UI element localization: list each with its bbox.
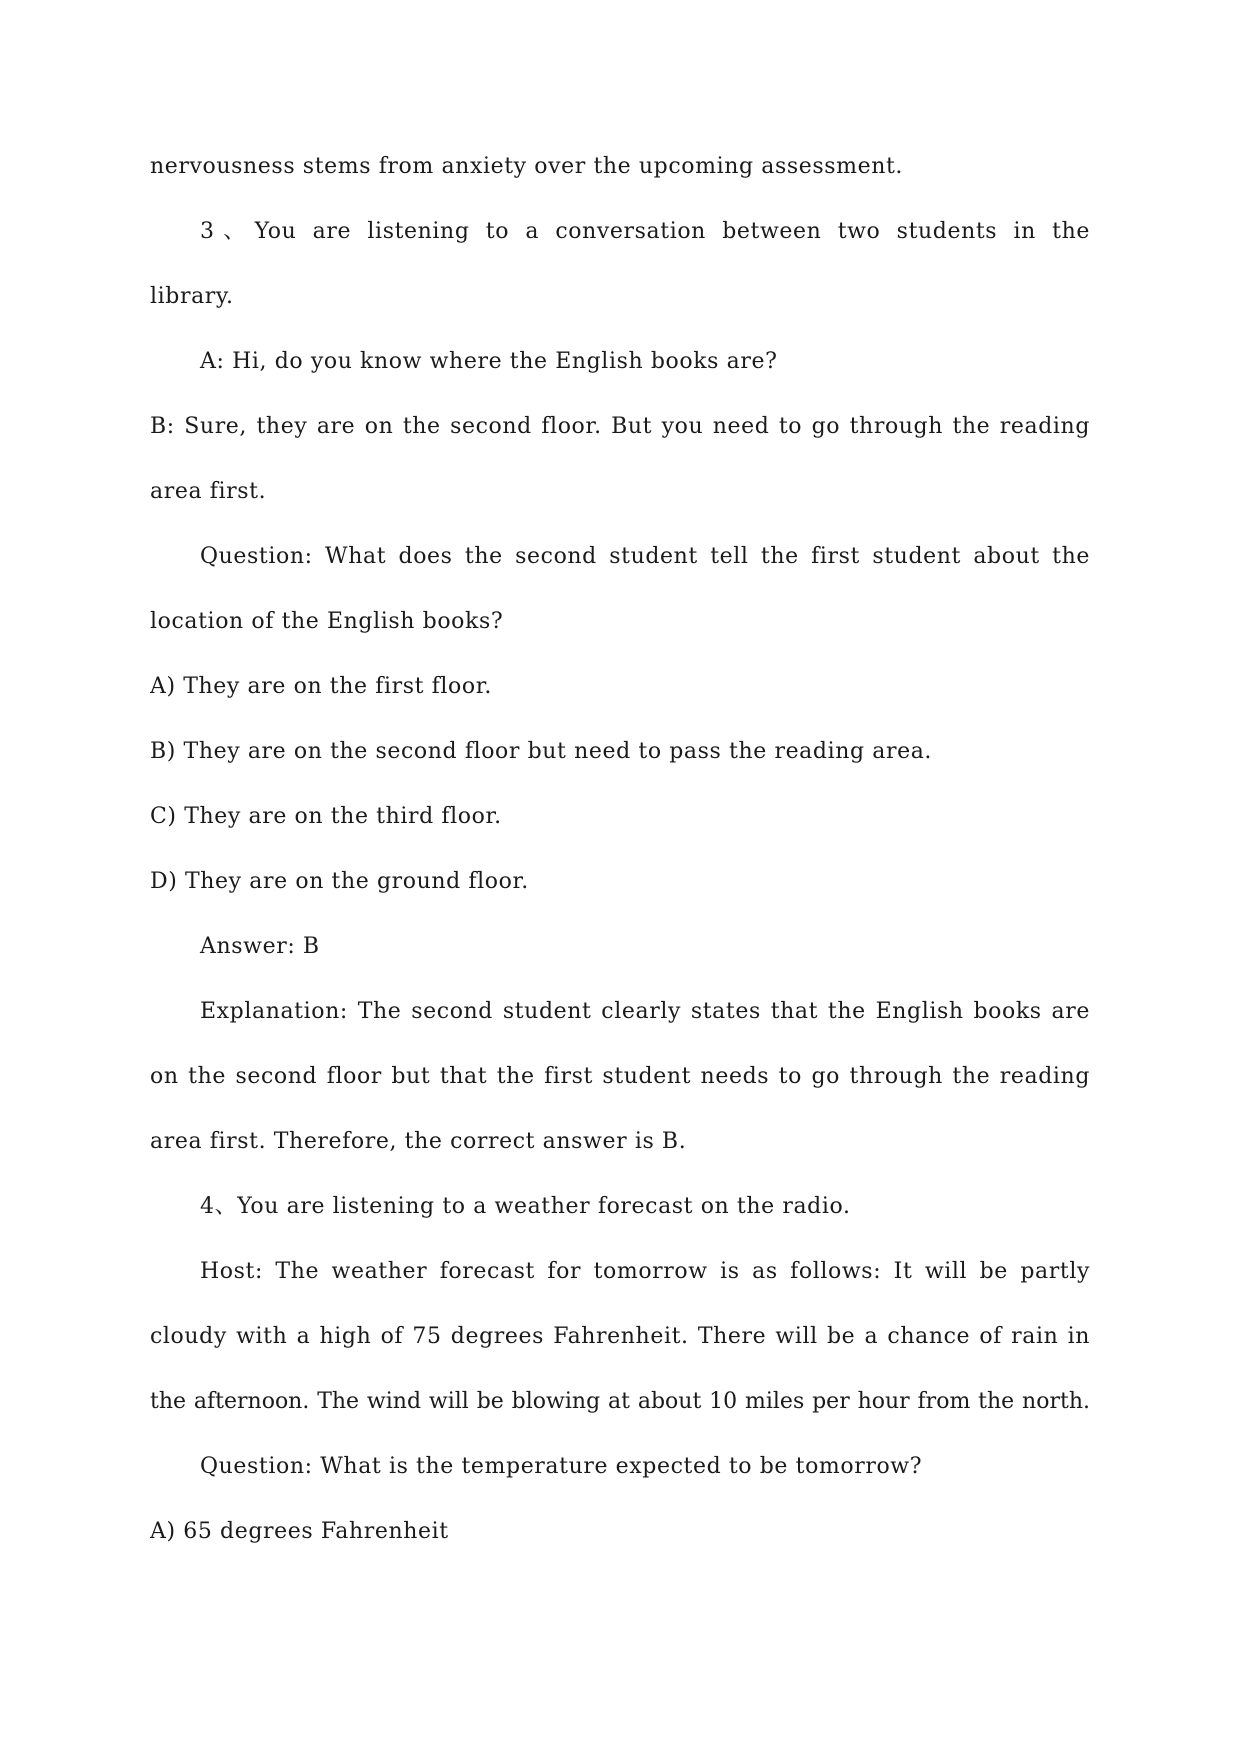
host-speech: Host: The weather forecast for tomorrow is as follows: It will be partly: [200, 1259, 1090, 1284]
option-b: B) They are on the second floor but need to pass the reading area.: [150, 739, 933, 764]
document-body: [150, 134, 1090, 1564]
option-4-a: A) 65 degrees Fahrenheit: [150, 1519, 449, 1544]
text-line-continuation: nervousness stems from anxiety over the upcoming assessment.: [150, 154, 904, 179]
option-c: C) They are on the third floor.: [150, 804, 502, 829]
question-4-prompt: Question: What is the temperature expected to be tomorrow?: [200, 1454, 923, 1479]
option-d: D) They are on the ground floor.: [150, 869, 529, 894]
question-3-intro-cont: library.: [150, 284, 234, 309]
explanation-3-end: area first. Therefore, the correct answer is B.: [150, 1129, 687, 1154]
question-3-prompt-cont: location of the English books?: [150, 609, 504, 634]
question-3-intro: 3、You are listening to a conversation between two students in the: [200, 219, 1090, 244]
answer-3: Answer: B: [200, 934, 320, 959]
dialogue-line-b: B: Sure, they are on the second floor. But you need to go through the reading: [150, 414, 1090, 439]
host-speech-end: the afternoon. The wind will be blowing at about 10 miles per hour from the north.: [150, 1389, 1090, 1414]
host-speech-cont: cloudy with a high of 75 degrees Fahrenheit. There will be a chance of rain in: [150, 1324, 1090, 1349]
dialogue-line-a: A: Hi, do you know where the English books are?: [200, 349, 778, 374]
question-4-intro: 4、You are listening to a weather forecast on the radio.: [200, 1194, 851, 1219]
question-3-prompt: Question: What does the second student tell the first student about the: [200, 544, 1090, 569]
option-a: A) They are on the first floor.: [150, 674, 493, 699]
explanation-3-cont: on the second floor but that the first student needs to go through the reading: [150, 1064, 1090, 1089]
dialogue-line-b-cont: area first.: [150, 479, 267, 504]
explanation-3: Explanation: The second student clearly states that the English books are: [200, 999, 1090, 1024]
